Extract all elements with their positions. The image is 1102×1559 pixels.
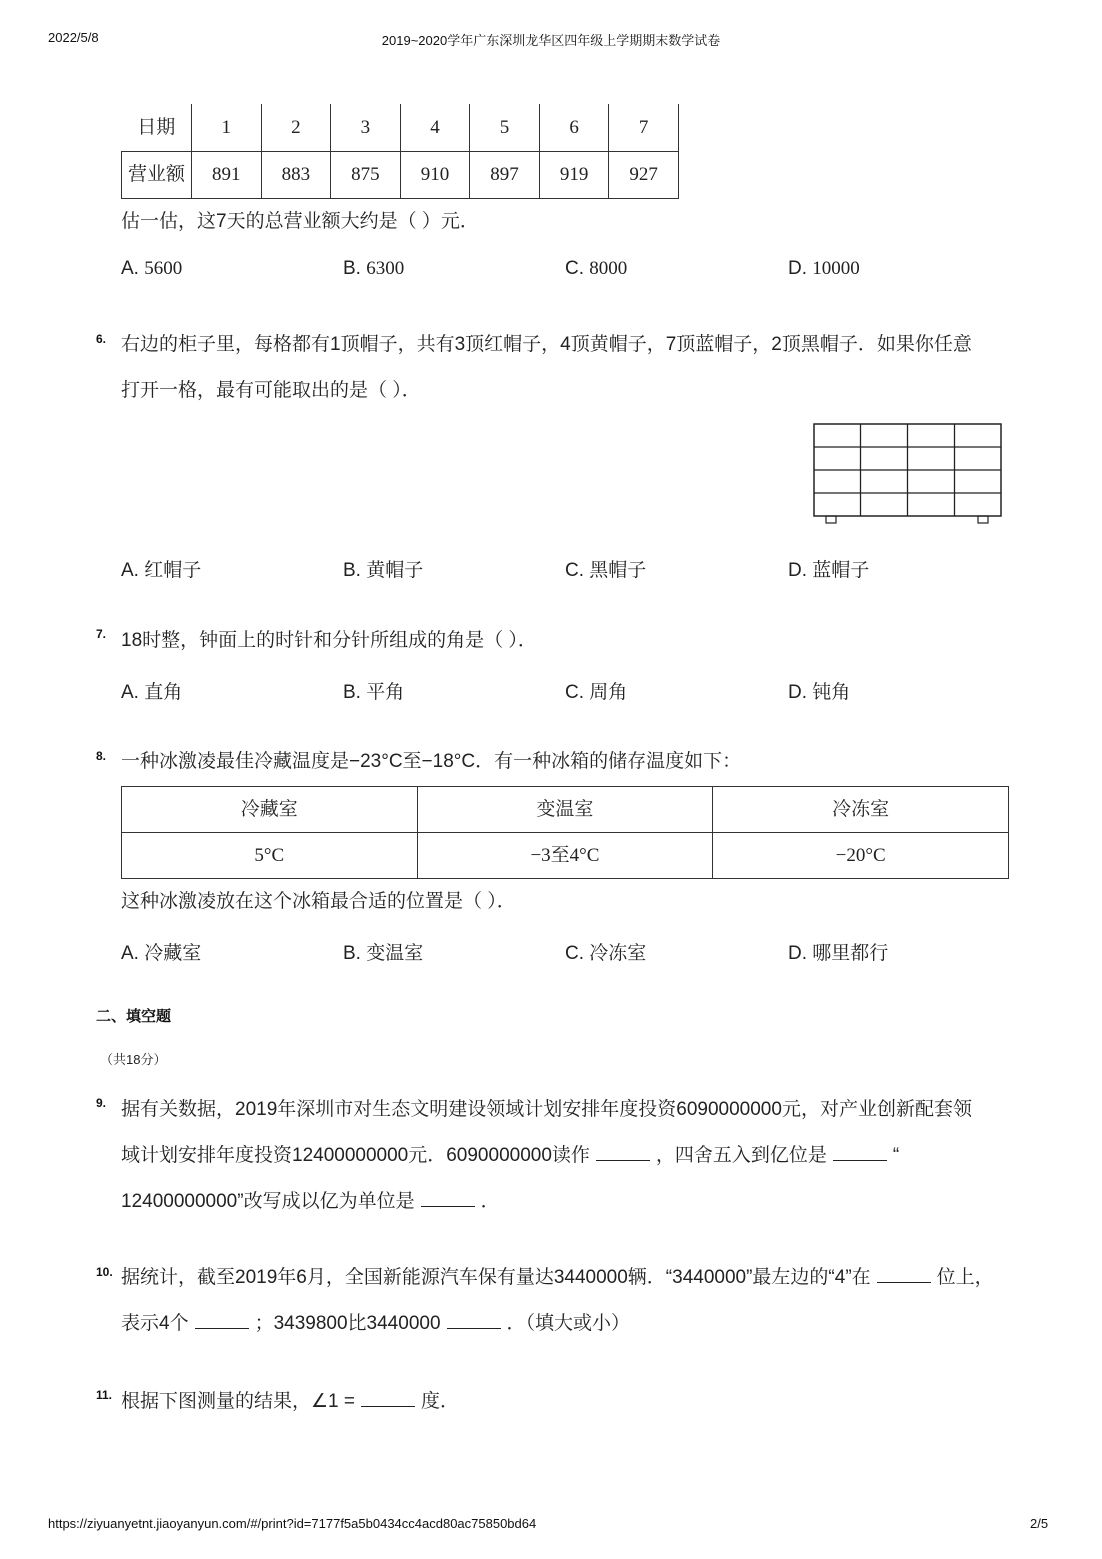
q9-text: 域计划安排年度投资12400000000元．6090000000读作 (121, 1145, 590, 1166)
table-cell: 883 (261, 151, 331, 198)
section-title: 二、填空题 (96, 1008, 172, 1025)
q10-text: 据统计，截至2019年6月，全国新能源汽车保有量达3440000辆．“3440000”最左边的“4”在 (121, 1267, 871, 1288)
q9-text: “ (892, 1145, 900, 1166)
q10-line1 (121, 1268, 994, 1287)
q9-text: 12400000000”改写成以亿为单位是 (121, 1191, 415, 1212)
answer-blank[interactable] (596, 1146, 650, 1161)
q11-number: 11. (96, 1388, 113, 1402)
table-cell: 6 (539, 104, 609, 151)
table-row (122, 151, 679, 198)
page-number: 2/5 (1030, 1516, 1049, 1531)
q11-line (121, 1392, 459, 1411)
table-cell: 910 (400, 151, 470, 198)
q10-line2 (121, 1314, 630, 1333)
option-value: 8000 (589, 258, 628, 279)
answer-blank[interactable] (447, 1314, 501, 1329)
cabinet-figure (812, 422, 1004, 526)
q10-number: 10. (96, 1265, 113, 1279)
option-value: 10000 (812, 258, 860, 279)
answer-blank[interactable] (361, 1392, 415, 1407)
q8-number: 8. (96, 749, 107, 763)
q5-option-d[interactable] (788, 258, 860, 280)
q11-text: 根据下图测量的结果，∠1 = (121, 1391, 355, 1412)
q7-number: 7. (96, 627, 107, 641)
q7-option-a[interactable]: A. 直角 (121, 682, 183, 703)
q10-text: 位上， (936, 1267, 994, 1288)
q8-option-a[interactable]: A. 冷藏室 (121, 943, 202, 964)
option-letter: C. (565, 258, 584, 279)
q7-option-d[interactable]: D. 钝角 (788, 682, 851, 703)
table-cell: 3 (331, 104, 401, 151)
q5-option-a[interactable] (121, 258, 182, 280)
q7-option-b[interactable]: B. 平角 (343, 682, 405, 703)
table-cell: 2 (261, 104, 331, 151)
q5-option-c[interactable] (565, 258, 627, 280)
q6-option-a[interactable]: A. 红帽子 (121, 560, 202, 581)
q9-text: ，四舍五入到亿位是 (655, 1145, 827, 1166)
table-cell: 875 (331, 151, 401, 198)
table-cell: 897 (470, 151, 540, 198)
q5-text: 估一估，这7天的总营业额大约是（ ）元． (121, 211, 479, 232)
answer-blank[interactable] (195, 1314, 249, 1329)
q8-option-d[interactable]: D. 哪里都行 (788, 943, 889, 964)
table-cell: −3至4°C (417, 833, 713, 879)
table-cell: 927 (609, 151, 679, 198)
q9-line3 (121, 1192, 500, 1211)
table-cell: 冷冻室 (713, 787, 1009, 833)
footer-url[interactable]: https://ziyuanyetnt.jiaoyanyun.com/#/print?id=7177f5a5b0434cc4acd80ac75850bd64 (48, 1516, 537, 1531)
q9-line1: 据有关数据，2019年深圳市对生态文明建设领域计划安排年度投资6090000000元，对产业创新配套领 (121, 1099, 972, 1120)
table-cell: 冷藏室 (122, 787, 418, 833)
q11-text: 度． (420, 1391, 459, 1412)
table-cell: 4 (400, 104, 470, 151)
option-letter: B. (343, 258, 361, 279)
table-cell: 5°C (122, 833, 418, 879)
table-cell: 919 (539, 151, 609, 198)
section-score: （共18分） (100, 1052, 167, 1067)
q9-number: 9. (96, 1096, 107, 1110)
q8-text: 一种冰激凌最佳冷藏温度是−23°C至−18°C．有一种冰箱的储存温度如下： (121, 751, 742, 772)
q9-text: ． (480, 1191, 500, 1212)
answer-blank[interactable] (877, 1268, 931, 1283)
option-value: 5600 (144, 258, 183, 279)
q6-line2: 打开一格，最有可能取出的是（ ）． (121, 380, 421, 401)
q6-line1: 右边的柜子里，每格都有1顶帽子，共有3顶红帽子，4顶黄帽子，7顶蓝帽子，2顶黑帽子．如果你任意 (121, 334, 972, 355)
table-row (122, 787, 1009, 833)
q7-text: 18时整，钟面上的时针和分针所组成的角是（ ）． (121, 630, 537, 651)
table-cell: 5 (470, 104, 540, 151)
option-value: 6300 (366, 258, 405, 279)
q10-text: ．（填大或小） (506, 1313, 631, 1334)
table-row (122, 833, 1009, 879)
q6-option-b[interactable]: B. 黄帽子 (343, 560, 424, 581)
table-cell: −20°C (713, 833, 1009, 879)
table-row (122, 104, 679, 151)
answer-blank[interactable] (421, 1192, 475, 1207)
document-title: 2019~2020学年广东深圳龙华区四年级上学期期末数学试卷 (381, 33, 721, 48)
table-cell: 7 (609, 104, 679, 151)
q8-option-c[interactable]: C. 冷冻室 (565, 943, 647, 964)
q9-line2 (121, 1146, 899, 1165)
table-cell: 营业额 (122, 151, 192, 198)
answer-blank[interactable] (833, 1146, 887, 1161)
table-cell: 1 (191, 104, 261, 151)
q6-option-c[interactable]: C. 黑帽子 (565, 560, 647, 581)
q10-text: ；3439800比3440000 (254, 1313, 441, 1334)
sales-table (121, 104, 679, 199)
print-date: 2022/5/8 (48, 30, 99, 45)
q5-option-b[interactable] (343, 258, 404, 280)
table-cell: 变温室 (417, 787, 713, 833)
table-cell: 日期 (122, 104, 192, 151)
q8-question: 这种冰激凌放在这个冰箱最合适的位置是（ ）． (121, 891, 516, 912)
q6-option-d[interactable]: D. 蓝帽子 (788, 560, 870, 581)
option-letter: D. (788, 258, 807, 279)
option-letter: A. (121, 258, 139, 279)
fridge-table (121, 786, 1009, 879)
table-cell: 891 (191, 151, 261, 198)
q8-option-b[interactable]: B. 变温室 (343, 943, 424, 964)
q6-number: 6. (96, 332, 107, 346)
q10-text: 表示4个 (121, 1313, 189, 1334)
q7-option-c[interactable]: C. 周角 (565, 682, 628, 703)
